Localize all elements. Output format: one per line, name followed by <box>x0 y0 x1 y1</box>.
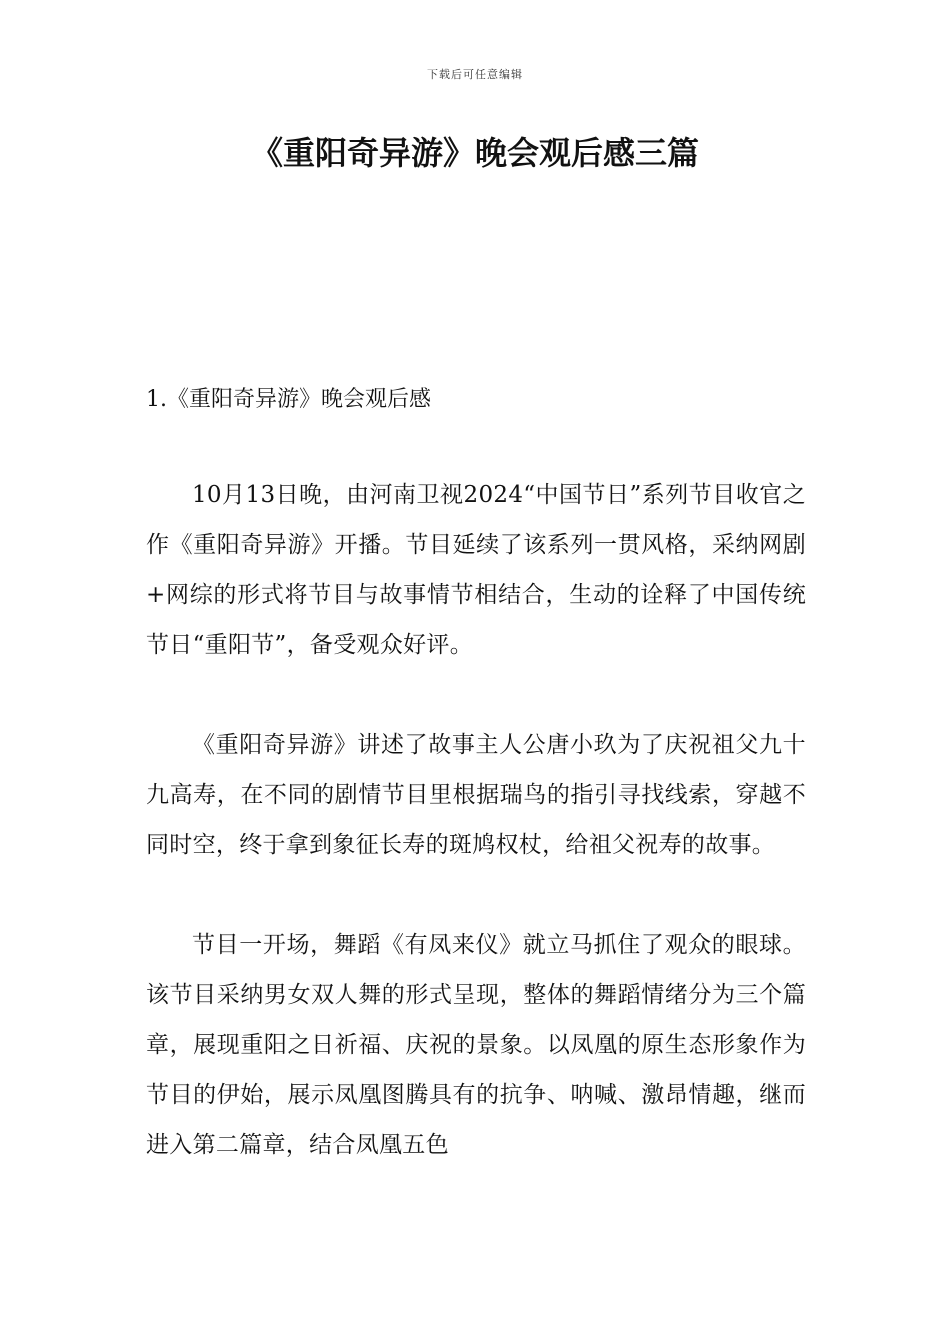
header-note: 下载后可任意编辑 <box>427 68 523 81</box>
paragraph-3: 节目一开场，舞蹈《有凤来仪》就立马抓住了观众的眼球。该节目采纳男女双人舞的形式呈现，整体的舞蹈情绪分为三个篇章，展现重阳之日祈福、庆祝的景象。以凤凰的原生态形象作为节目的伊始，展示凤凰图腾具有的抗争、呐喊、激昂情趣，继而进入第二篇章，结合凤凰五色 <box>146 932 806 1158</box>
paragraph-2: 《重阳奇异游》讲述了故事主人公唐小玖为了庆祝祖父九十九高寿，在不同的剧情节目里根据瑞鸟的指引寻找线索，穿越不同时空，终于拿到象征长寿的斑鸠权杖，给祖父祝寿的故事。 <box>146 732 806 858</box>
body-text <box>146 470 806 1220</box>
document-title: 《重阳奇异游》晚会观后感三篇 <box>250 134 699 172</box>
section-heading: 1.《重阳奇异游》晚会观后感 <box>146 387 431 412</box>
paragraph-1: 10月13日晚，由河南卫视2024“中国节日”系列节目收官之作《重阳奇异游》开播。节目延续了该系列一贯风格，采纳网剧+网综的形式将节目与故事情节相结合，生动的诠释了中国传统节日“重阳节”，备受观众好评。 <box>146 482 806 658</box>
